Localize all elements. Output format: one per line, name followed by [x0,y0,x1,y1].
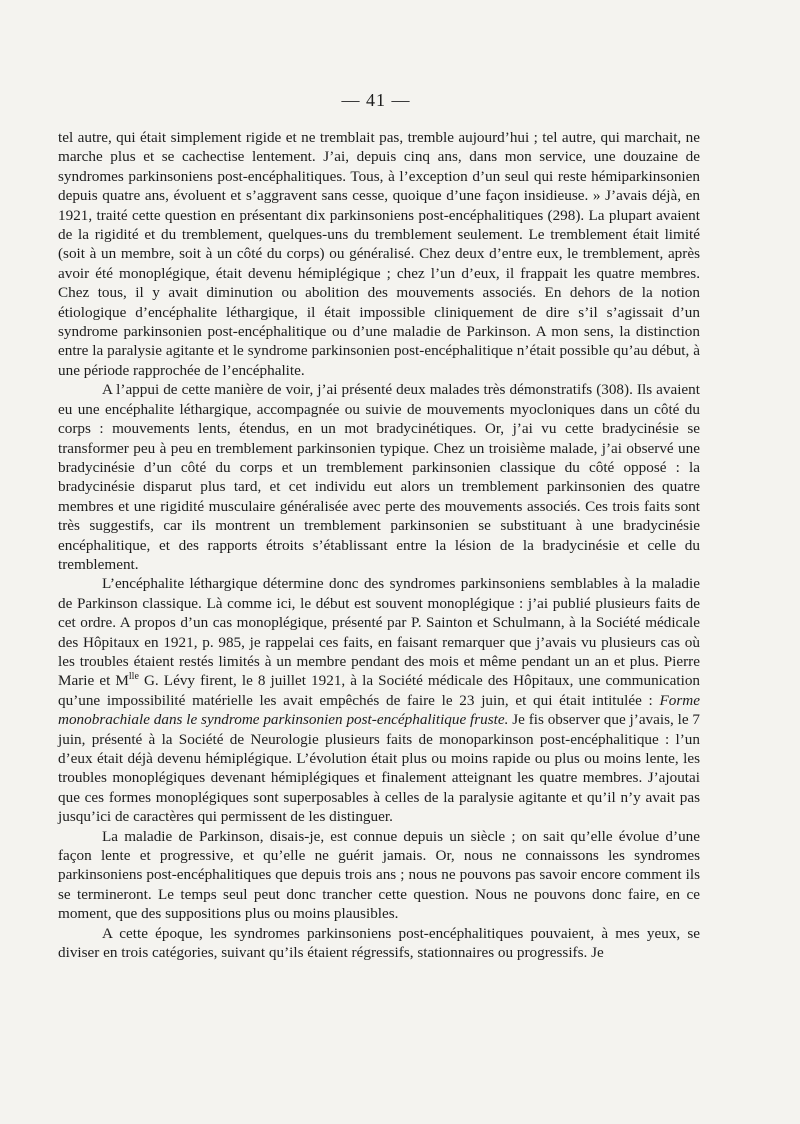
text-segment: A l’appui de cette manière de voir, j’ai présenté deux malades très démonstratifs (308). Ils avaient eu une encéphalite léthargique, accompagnée ou suivie de mouvements myocloniques dans un côté du corps : mouvements lents, étendus, en un mot bradycinétiques. Or, j’ai vu cette bradycinésie se transformer peu à peu en tremblement parkinsonien typique. Chez un troisième malade, j’ai observé une bradycinésie d’un côté du corps et un tremblement parkinsonien classique du côté opposé : la bradycinésie disparut plus tard, et cet individu eut alors un tremblement parkinsonien des quatre membres et une rigidité musculaire généralisée avec perte des mouvements associés. Ces trois faits sont très suggestifs, car ils montrent un tremblement parkinsonien se substituant à une bradycinésie encéphalitique, et des rapports étroits s’établissant entre la lésion de la bradycinésie et celle du tremblement. [58,381,700,573]
paragraph [58,827,700,924]
superscript: lle [128,671,139,683]
text-segment: A cette époque, les syndromes parkinsoniens post-encéphalitiques pouvaient, à mes yeux, se diviser en trois catégories, suivant qu’ils étaient régressifs, stationnaires ou progressifs. Je [58,924,700,962]
text-segment: L’encéphalite léthargique détermine donc des syndromes parkinsoniens semblables à la maladie de Parkinson classique. Là comme ici, le début est souvent monoplégique : j’ai publié plusieurs faits de cet ordre. A propos d’un cas monoplégique, présenté par P. Sainton et Schulmann, à la Société médicale des Hôpitaux en 1921, p. 985, je rappelai ces faits, en faisant remarquer que j’avais vu plusieurs cas où les troubles étaient restés limités à un membre pendant des mois et même pendant un an et plus. Pierre Marie et M [58,575,700,690]
paragraph [58,574,700,826]
paragraph [58,924,700,963]
text-segment: Je fis observer que j’avais, le 7 juin, présenté à la Société de Neurologie plusieurs faits de monoparkinson post-encéphalitique : l’un d’eux était déjà devenu hémiplégique. L’évolution était plus ou moins rapide ou plus ou moins lente, les troubles monoplégiques devenant hémiplégiques et finalement atteignant les quatre membres. J’ajoutai que ces formes monoplégiques sont superposables à celles de la paralysie agitante et qu’il n’y avait pas jusqu’ici de caractères qui permissent de les distinguer. [58,711,700,826]
body-text [58,128,700,962]
paragraph [58,128,700,380]
text-segment: La maladie de Parkinson, disais-je, est connue depuis un siècle ; on sait qu’elle évolue d’une façon lente et progressive, et qu’elle ne guérit jamais. Or, nous ne connaissons les syndromes parkinsoniens post-encéphalitiques que depuis trois ans ; nous ne pouvons pas savoir encore comment ils se termineront. Le temps seul peut donc trancher cette question. Nous ne pouvons donc faire, en ce moment, que des suppositions plus ou moins plausibles. [58,827,700,923]
text-segment: G. Lévy firent, le 8 juillet 1921, à la Société médicale des Hôpitaux, une communication qu’une impossibilité matérielle les avait empêchés de faire le 23 juin, et qui était intitulée : [58,672,701,709]
text-segment: tel autre, qui était simplement rigide et ne tremblait pas, tremble aujourd’hui ; tel autre, qui marchait, ne marche plus et se cachectise lentement. J’ai, depuis cinq ans, dans mon service, une douzaine de syndromes parkinsoniens post-encéphalitiques. Tous, à l’exception d’un seul qui reste hémiparkinsonien depuis quatre ans, évoluent et s’aggravent sans cesse, quoique d’une façon insidieuse. » J’avais déjà, en 1921, traité cette question en présentant dix parkinsoniens post-encéphalitiques (298). La plupart avaient de la rigidité et du tremblement, quelques-uns du tremblement seulement. Le tremblement était limité (soit à un membre, soit à un côté du corps) ou généralisé. Chez deux d’entre eux, le tremblement, après avoir été monoplégique, était devenu hémiplégique ; chez l’un d’eux, il frappait les quatre membres. Chez tous, il y avait diminution ou abolition des mouvements associés. En dehors de la notion étiologique d’encéphalite léthargique, il était impossible cliniquement de dire s’il s’agissait d’un syndrome parkinsonien post-encéphalitique ou d’une maladie de Parkinson. A mon sens, la distinction entre la paralysie agitante et le syndrome parkinsonien post-encéphalitique n’était possible qu’au début, à une période rapprochée de l’encéphalite. [58,129,700,379]
page-number: — 41 — [341,90,411,110]
italic-title: Forme monobrachiale dans le syndrome parkinsonien post-encéphalitique fruste. [58,691,700,729]
paragraph [58,380,700,574]
